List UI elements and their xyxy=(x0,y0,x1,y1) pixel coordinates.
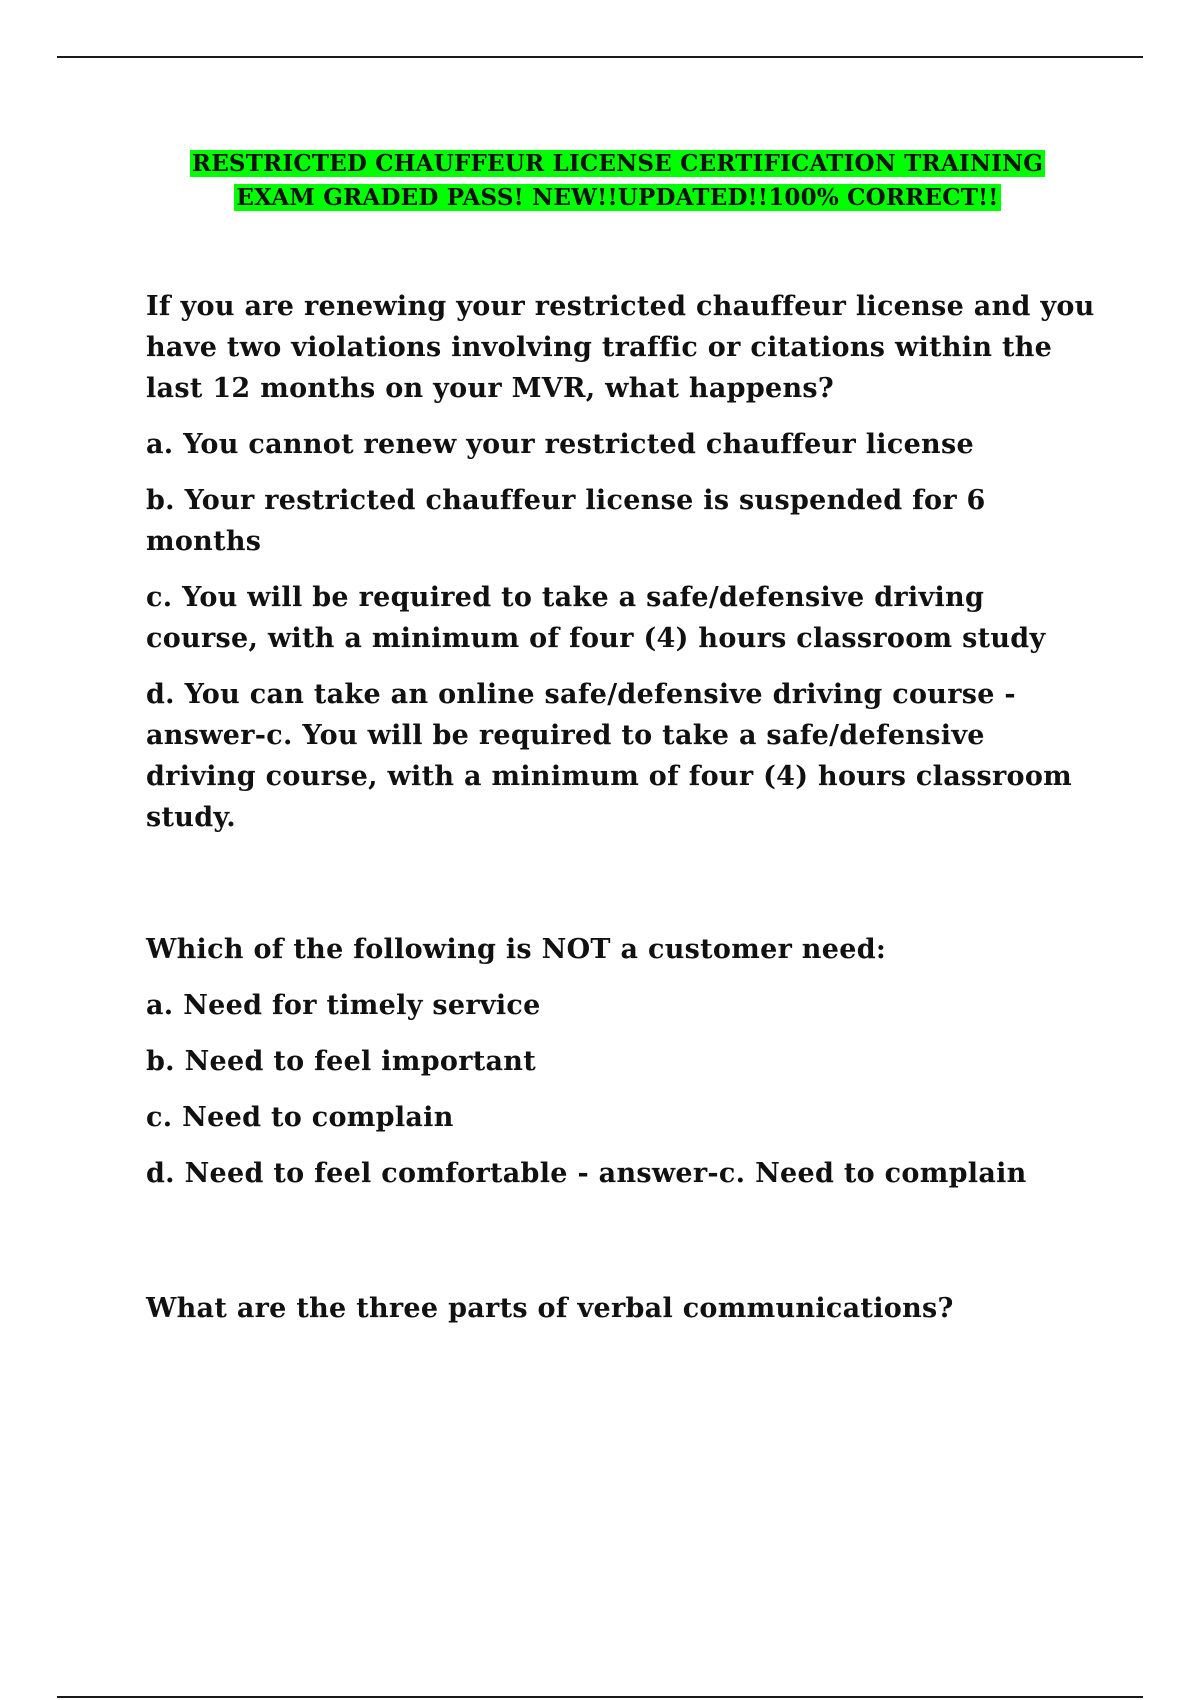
spacer xyxy=(146,1209,1096,1288)
question-block-2 xyxy=(146,929,1096,1194)
question-block-3 xyxy=(146,1288,1096,1329)
spacer xyxy=(146,853,1096,929)
answer-option-d: d. You can take an online safe/defensive driving course - answer-c. You will be required to take a safe/defensive driving course, with a minimum of four (4) hours classroom study. xyxy=(146,679,1073,833)
document-body xyxy=(146,286,1096,1344)
question-text: Which of the following is NOT a customer need: xyxy=(146,934,887,965)
answer-option-c: c. You will be required to take a safe/defensive driving course, with a minimum of four (4) hours classroom study xyxy=(146,582,1046,654)
answer-option-a: a. Need for timely service xyxy=(146,990,541,1021)
title-line-2: EXAM GRADED PASS! NEW!!UPDATED!!100% CORRECT!! xyxy=(236,184,999,211)
answer-option-b: b. Your restricted chauffeur license is suspended for 6 months xyxy=(146,485,986,557)
answer-option-b: b. Need to feel important xyxy=(146,1046,537,1077)
question-block-1 xyxy=(146,286,1096,838)
bottom-rule xyxy=(57,1696,1143,1698)
title-line-1: RESTRICTED CHAUFFEUR LICENSE CERTIFICATION TRAINING xyxy=(191,150,1044,177)
answer-option-a: a. You cannot renew your restricted chauffeur license xyxy=(146,429,974,460)
answer-option-c: c. Need to complain xyxy=(146,1102,454,1133)
top-rule xyxy=(57,56,1143,58)
question-text: If you are renewing your restricted chauffeur license and you have two violations involving traffic or citations within the last 12 months on your MVR, what happens? xyxy=(146,291,1095,404)
document-title xyxy=(140,147,1095,215)
answer-option-d: d. Need to feel comfortable - answer-c. Need to complain xyxy=(146,1158,1027,1189)
question-text: What are the three parts of verbal communications? xyxy=(146,1293,954,1324)
